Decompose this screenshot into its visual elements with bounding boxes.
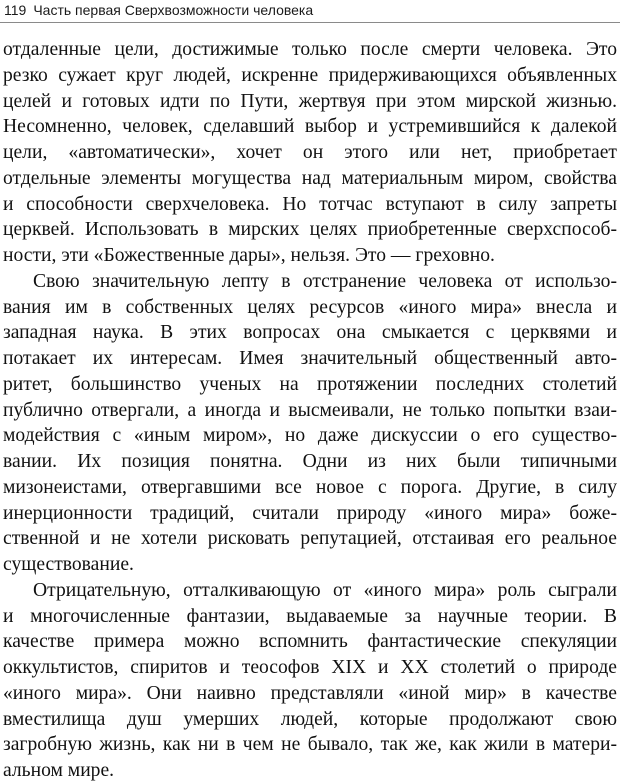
text-line: ритет, большинство ученых на протяжении последних столетий [3, 373, 617, 395]
text-line: отдаленные цели, достижимые только после смерти человека. Это [3, 39, 617, 60]
text-line: вместилища душ умерших людей, которые продолжают свою [3, 708, 617, 730]
text-line: церквей. Использовать в мирских целях приобретенные сверхспособ- [3, 219, 617, 241]
text-line: и многочисленные фантазии, выдаваемые за научные теории. В [3, 605, 617, 627]
text-line: модействия с «иным миром», но даже дискуссии о его существо- [3, 425, 617, 447]
text-line: вании. Их позиция понятна. Одни из них были типичными [3, 451, 617, 472]
text-line: целей и готовых идти по Пути, жертвуя при этом мирской жизнью. [3, 90, 617, 112]
text-line: Отрицательную, отталкивающую от «иного мира» роль сыграли [33, 579, 617, 601]
text-line: качестве примера можно вспомнить фантастические спекуляции [3, 631, 617, 653]
text-line: мизонеистами, отвергавшими все новое с порога. Другие, в силу [3, 476, 617, 498]
text-line: Свою значительную лепту в отстранение человека от использо- [33, 270, 617, 292]
text-line: цели, «автоматически», хочет он этого или нет, приобретает [3, 142, 617, 163]
text-line: альном мире. [3, 760, 115, 781]
text-line: ственной и не хотели рисковать репутацией, отстаивая его реальное [3, 528, 617, 550]
text-line: «иного мира». Они наивно представляли «иной мир» в качестве [3, 682, 617, 704]
text-line: потакает их интересам. Имея значительный общественный авто- [3, 348, 617, 369]
text-line: инерционности традиций, считали природу «иного мира» боже- [3, 502, 617, 524]
text-line: существование. [3, 554, 134, 575]
text-line: публично отвергали, а иногда и высмеивали, не только попытки взаи- [3, 399, 617, 421]
text-line: Несомненно, человек, сделавший выбор и устремившийся к далекой [3, 116, 617, 138]
running-header [4, 2, 313, 18]
text-line: загробную жизнь, как ни в чем не бывало, так же, как жили в матери- [3, 734, 617, 756]
running-title: Часть первая Сверхвозможности человека [33, 2, 314, 18]
text-line: ности, эти «Божественные дары», нельзя. Это — греховно. [3, 245, 495, 266]
text-line: отдельные элементы могущества над материальным миром, свойства [3, 167, 617, 189]
text-line: оккультистов, спиритов и теософов XIX и XX столетий о природе [3, 657, 617, 678]
body-text [3, 37, 617, 784]
text-line: западная наука. В этих вопросах она смыкается с церквями и [3, 322, 617, 344]
text-line: и способности сверхчеловека. Но тотчас вступают в силу запреты [3, 193, 617, 215]
page-number: 119 [4, 2, 27, 18]
header-divider [0, 22, 620, 23]
text-line: вания им в собственных целях ресурсов «иного мира» внесла и [3, 296, 617, 318]
text-line: резко сужает круг людей, искренне придерживающихся объявленных [3, 64, 617, 86]
